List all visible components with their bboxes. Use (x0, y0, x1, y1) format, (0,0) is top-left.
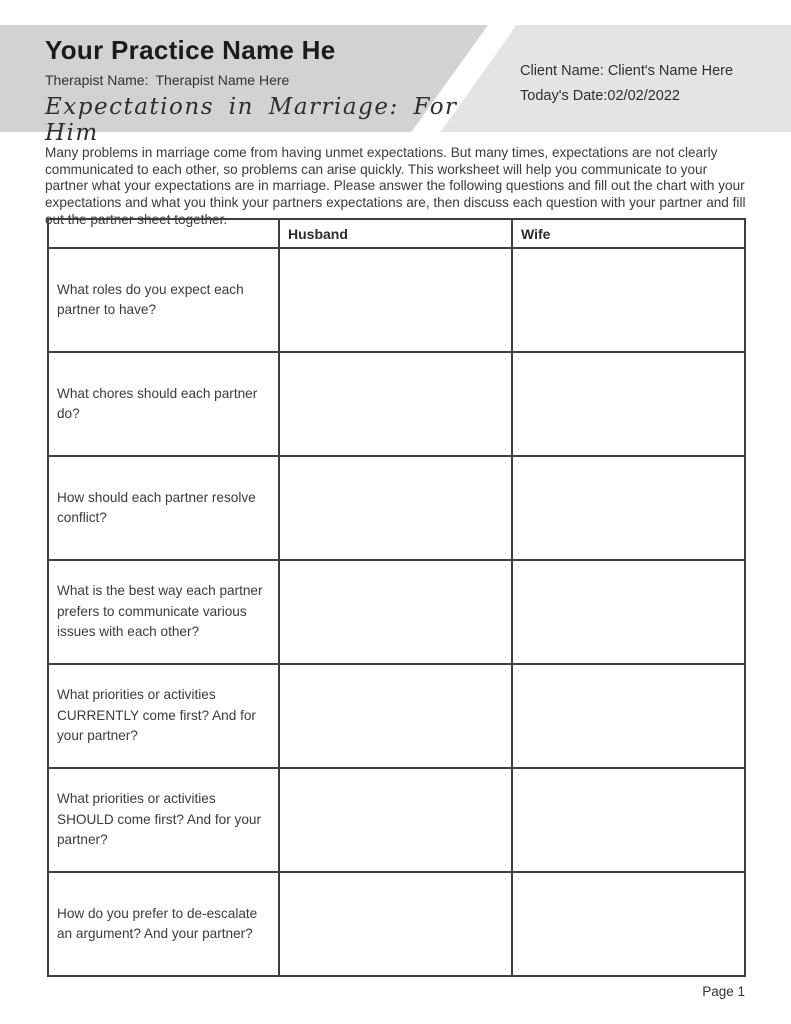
question-cell: What priorities or activities SHOULD come first? And for your partner? (48, 768, 279, 872)
wife-answer-cell (512, 664, 745, 768)
table-row (48, 768, 745, 872)
husband-answer-cell (279, 768, 512, 872)
therapist-name-value: Therapist Name Here (155, 72, 290, 88)
husband-answer-cell (279, 456, 512, 560)
wife-answer-cell (512, 560, 745, 664)
question-cell: What chores should each partner do? (48, 352, 279, 456)
question-cell: What roles do you expect each partner to have? (48, 248, 279, 352)
expectations-table (47, 218, 746, 977)
table-row (48, 352, 745, 456)
question-cell: How should each partner resolve conflict? (48, 456, 279, 560)
husband-answer-cell (279, 664, 512, 768)
page-number: Page 1 (702, 984, 745, 999)
header-banner (0, 25, 791, 146)
wife-answer-cell (512, 872, 745, 976)
table-row (48, 248, 745, 352)
therapist-line (45, 72, 465, 88)
table-row (48, 456, 745, 560)
table-row (48, 560, 745, 664)
question-cell: What priorities or activities CURRENTLY come first? And for your partner? (48, 664, 279, 768)
client-name-value: Client's Name Here (607, 63, 734, 79)
header-right-block (520, 63, 733, 113)
table-header-row (48, 219, 745, 248)
husband-answer-cell (279, 248, 512, 352)
question-cell: What is the best way each partner prefers to communicate various issues with each other? (48, 560, 279, 664)
husband-answer-cell (279, 560, 512, 664)
husband-answer-cell (279, 872, 512, 976)
header-left-block (45, 36, 465, 146)
question-cell: How do you prefer to de-escalate an argument? And your partner? (48, 872, 279, 976)
table-row (48, 664, 745, 768)
client-name-line (520, 63, 733, 79)
column-header-blank (48, 219, 279, 248)
column-header-wife: Wife (512, 219, 745, 248)
column-header-husband: Husband (279, 219, 512, 248)
worksheet-title: Expectations in Marriage: For Him (45, 94, 458, 146)
wife-answer-cell (512, 248, 745, 352)
date-line (520, 88, 733, 104)
practice-name: Your Practice Name He (45, 35, 336, 65)
date-label: Today's Date: (520, 88, 608, 104)
intro-paragraph: Many problems in marriage come from having unmet expectations. But many times, expectations are not clearly communicated to each other, so problems can arise quickly. This worksheet will help you communicate to your partner what your expectations are in marriage. Please answer the following questions and fill out the chart with your expectations and what you think your partners expectations are, then discuss each question with your partner and fill out the partner sheet together. (45, 145, 746, 227)
date-value: 02/02/2022 (607, 88, 680, 104)
table-row (48, 872, 745, 976)
therapist-name-label: Therapist Name: (45, 72, 149, 88)
wife-answer-cell (512, 768, 745, 872)
husband-answer-cell (279, 352, 512, 456)
wife-answer-cell (512, 352, 745, 456)
client-name-label: Client Name: (520, 63, 604, 79)
wife-answer-cell (512, 456, 745, 560)
